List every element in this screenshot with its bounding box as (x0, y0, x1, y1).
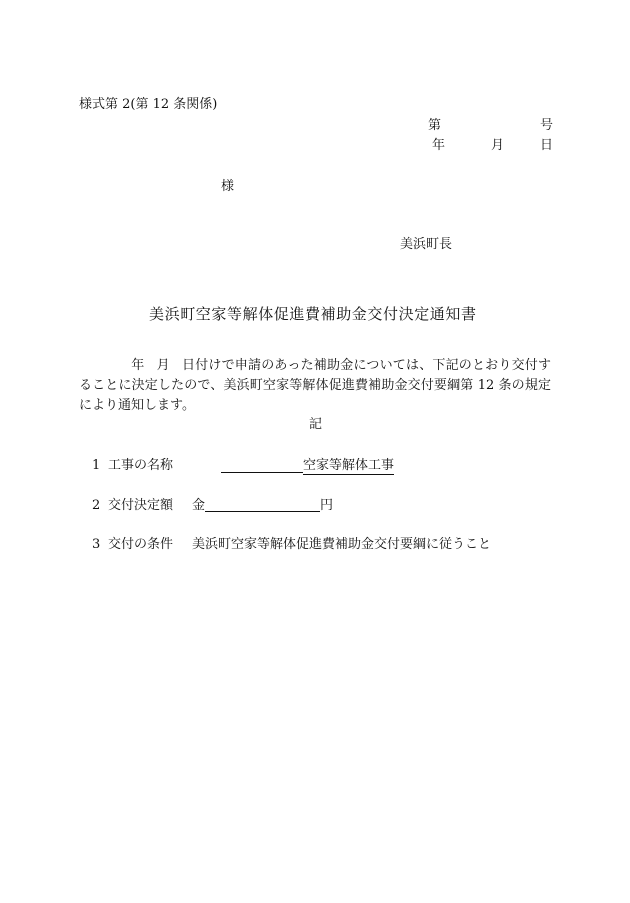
item-label: 交付決定額 (108, 498, 174, 513)
item-number: 1 (92, 458, 101, 473)
item-grant-conditions (92, 538, 491, 551)
body-year-label: 年 (131, 358, 145, 373)
body-paragraph (79, 356, 551, 416)
issuer-name: 美浜町長 (400, 237, 453, 252)
item-work-name (92, 458, 394, 473)
item-number: 2 (92, 498, 101, 513)
form-reference: 様式第 2(第 12 条関係) (79, 97, 218, 112)
item-label: 交付の条件 (108, 537, 174, 552)
work-name-value: 空家等解体工事 (303, 458, 395, 473)
body-month-label: 月 (156, 358, 170, 373)
amount-suffix: 円 (320, 498, 334, 513)
item-label: 工事の名称 (108, 458, 174, 473)
date-year-label: 年 (432, 138, 446, 153)
item-grant-amount (92, 497, 333, 512)
ki-heading: 記 (309, 417, 323, 432)
conditions-value: 美浜町空家等解体促進費補助金交付要綱に従うこと (192, 537, 492, 552)
document-title: 美浜町空家等解体促進費補助金交付決定通知書 (149, 305, 477, 323)
body-text: 日付けで申請のあった補助金については、下記のとおり交付することに決定したので、美浜町空家等解体促進費補助金交付要綱第 12 条の規定により通知します。 (79, 358, 551, 413)
document-number-prefix: 第 (428, 118, 442, 133)
document-number-suffix: 号 (540, 118, 554, 133)
date-month-label: 月 (491, 138, 505, 153)
item-number: 3 (92, 537, 101, 552)
date-day-label: 日 (540, 138, 554, 153)
work-name-blank-line (221, 458, 303, 473)
addressee-honorific: 様 (221, 179, 235, 194)
amount-blank-line (205, 497, 320, 512)
amount-prefix: 金 (192, 498, 206, 513)
